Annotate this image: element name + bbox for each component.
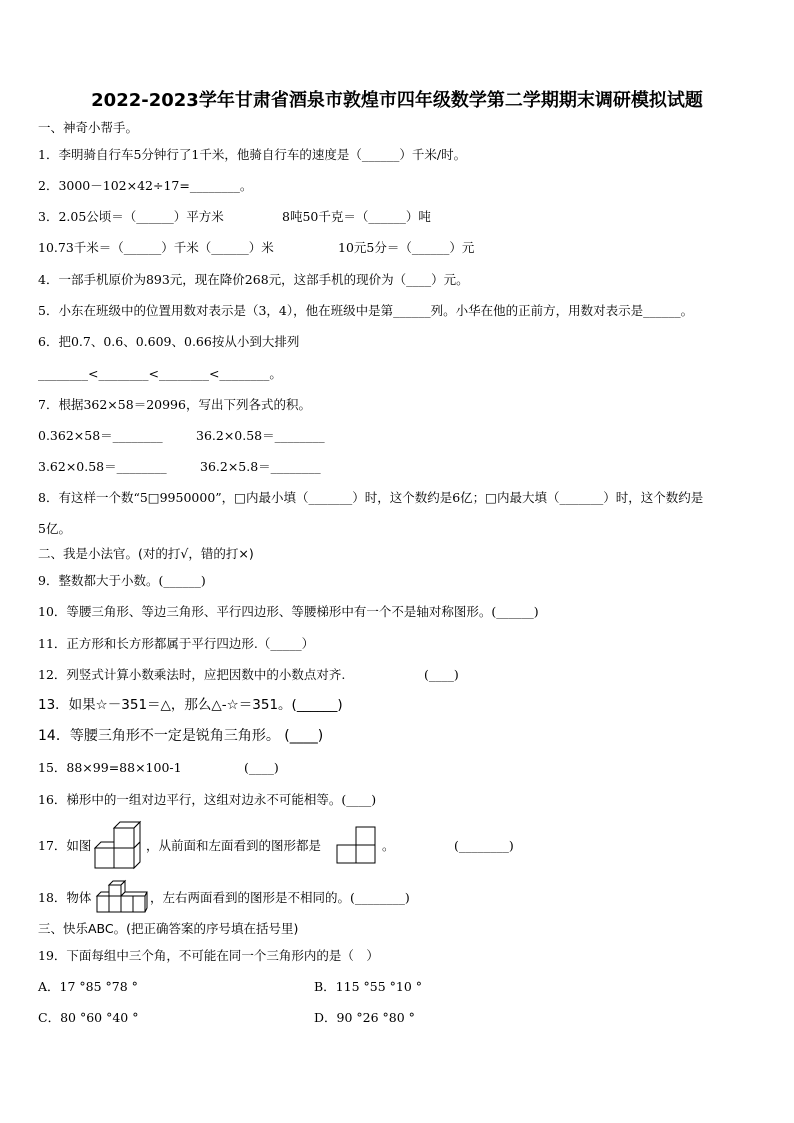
question-7a: 0.362×58＝________	[38, 428, 163, 443]
option-b: B．115 °55 °10 °	[314, 979, 423, 994]
question-18-prefix: 18．物体	[38, 890, 92, 905]
question-3c: 10.73千米＝（______）千米（______）米	[38, 240, 274, 255]
question-3-row-1	[38, 209, 431, 225]
section-3-heading: 三、快乐ABC。(把正确答案的序号填在括号里)	[38, 921, 299, 936]
question-14: 14．等腰三角形不一定是锐角三角形。 (____)	[38, 728, 324, 744]
question-11: 11．正方形和长方形都属于平行四边形.（_____）	[38, 636, 315, 651]
question-7-row-2	[38, 459, 321, 475]
question-2: 2．3000－102×42÷17=________。	[38, 178, 253, 193]
question-3b: 8吨50千克＝（______）吨	[282, 209, 431, 224]
cube-stack-figure	[94, 820, 148, 870]
option-d: D．90 °26 °80 °	[314, 1010, 415, 1025]
question-12-blank: (____)	[424, 667, 459, 682]
question-15-row	[38, 760, 279, 776]
question-17-text: ，从前面和左面看到的图形都是	[146, 838, 322, 853]
question-17-period: 。	[382, 838, 395, 853]
question-17-blank: (________)	[454, 838, 514, 853]
question-17-prefix: 17．如图	[38, 838, 92, 853]
question-19: 19．下面每组中三个角，不可能在同一个三角形内的是（ ）	[38, 948, 379, 963]
question-7-row-1	[38, 428, 325, 444]
question-18-row	[38, 890, 410, 906]
question-6: 6．把0.7、0.6、0.609、0.66按从小到大排列	[38, 334, 300, 349]
question-15-blank: (____)	[244, 760, 279, 775]
question-1: 1．李明骑自行车5分钟行了1千米，他骑自行车的速度是（______）千米/时。	[38, 147, 467, 162]
option-c: C．80 °60 °40 °	[38, 1010, 139, 1025]
question-18-text: ，左右两面看到的图形是不相同的。(________)	[150, 890, 410, 905]
question-8: 8．有这样一个数“5□9950000”，□内最小填（_______）时，这个数约是6亿；□内最大填（_______）时，这个数约是	[38, 490, 704, 505]
question-15: 15．88×99=88×100-1	[38, 760, 182, 775]
question-19-options-1	[38, 979, 422, 995]
option-a: A．17 °85 °78 °	[38, 979, 138, 994]
question-7b: 36.2×0.58＝________	[196, 428, 325, 443]
question-3a: 3．2.05公顷＝（______）平方米	[38, 209, 224, 224]
question-13: 13．如果☆－351＝△，那么△-☆＝351。(______)	[38, 697, 343, 713]
question-16: 16．梯形中的一组对边平行，这组对边永不可能相等。(____)	[38, 792, 377, 807]
question-6-blanks: ________<________<________<________。	[38, 366, 282, 381]
question-10: 10．等腰三角形、等边三角形、平行四边形、等腰梯形中有一个不是轴对称图形。(______)	[38, 604, 539, 619]
page-title: 2022-2023学年甘肃省酒泉市敦煌市四年级数学第二学期期末调研模拟试题	[91, 90, 703, 111]
question-9: 9．整数都大于小数。(______)	[38, 573, 206, 588]
section-2-heading: 二、我是小法官。(对的打√，错的打×)	[38, 546, 254, 561]
question-12: 12．列竖式计算小数乘法时，应把因数中的小数点对齐.	[38, 667, 346, 682]
question-3d: 10元5分＝（______）元	[338, 240, 475, 255]
question-12-row	[38, 667, 459, 683]
view-shape-figure	[336, 826, 378, 864]
question-3-row-2	[38, 240, 474, 256]
section-1-heading: 一、神奇小帮手。	[38, 120, 139, 135]
question-4: 4．一部手机原价为893元，现在降价268元，这部手机的现价为（____）元。	[38, 272, 469, 287]
question-7: 7．根据362×58＝20996，写出下列各式的积。	[38, 397, 311, 412]
question-7d: 36.2×5.8＝________	[200, 459, 321, 474]
question-7c: 3.62×0.58＝________	[38, 459, 167, 474]
question-5: 5．小东在班级中的位置用数对表示是（3，4），他在班级中是第______列。小华在他的正前方，用数对表示是______。	[38, 303, 694, 318]
question-19-options-2	[38, 1010, 415, 1026]
block-object-figure	[95, 879, 149, 915]
question-8-cont: 5亿。	[38, 521, 71, 536]
